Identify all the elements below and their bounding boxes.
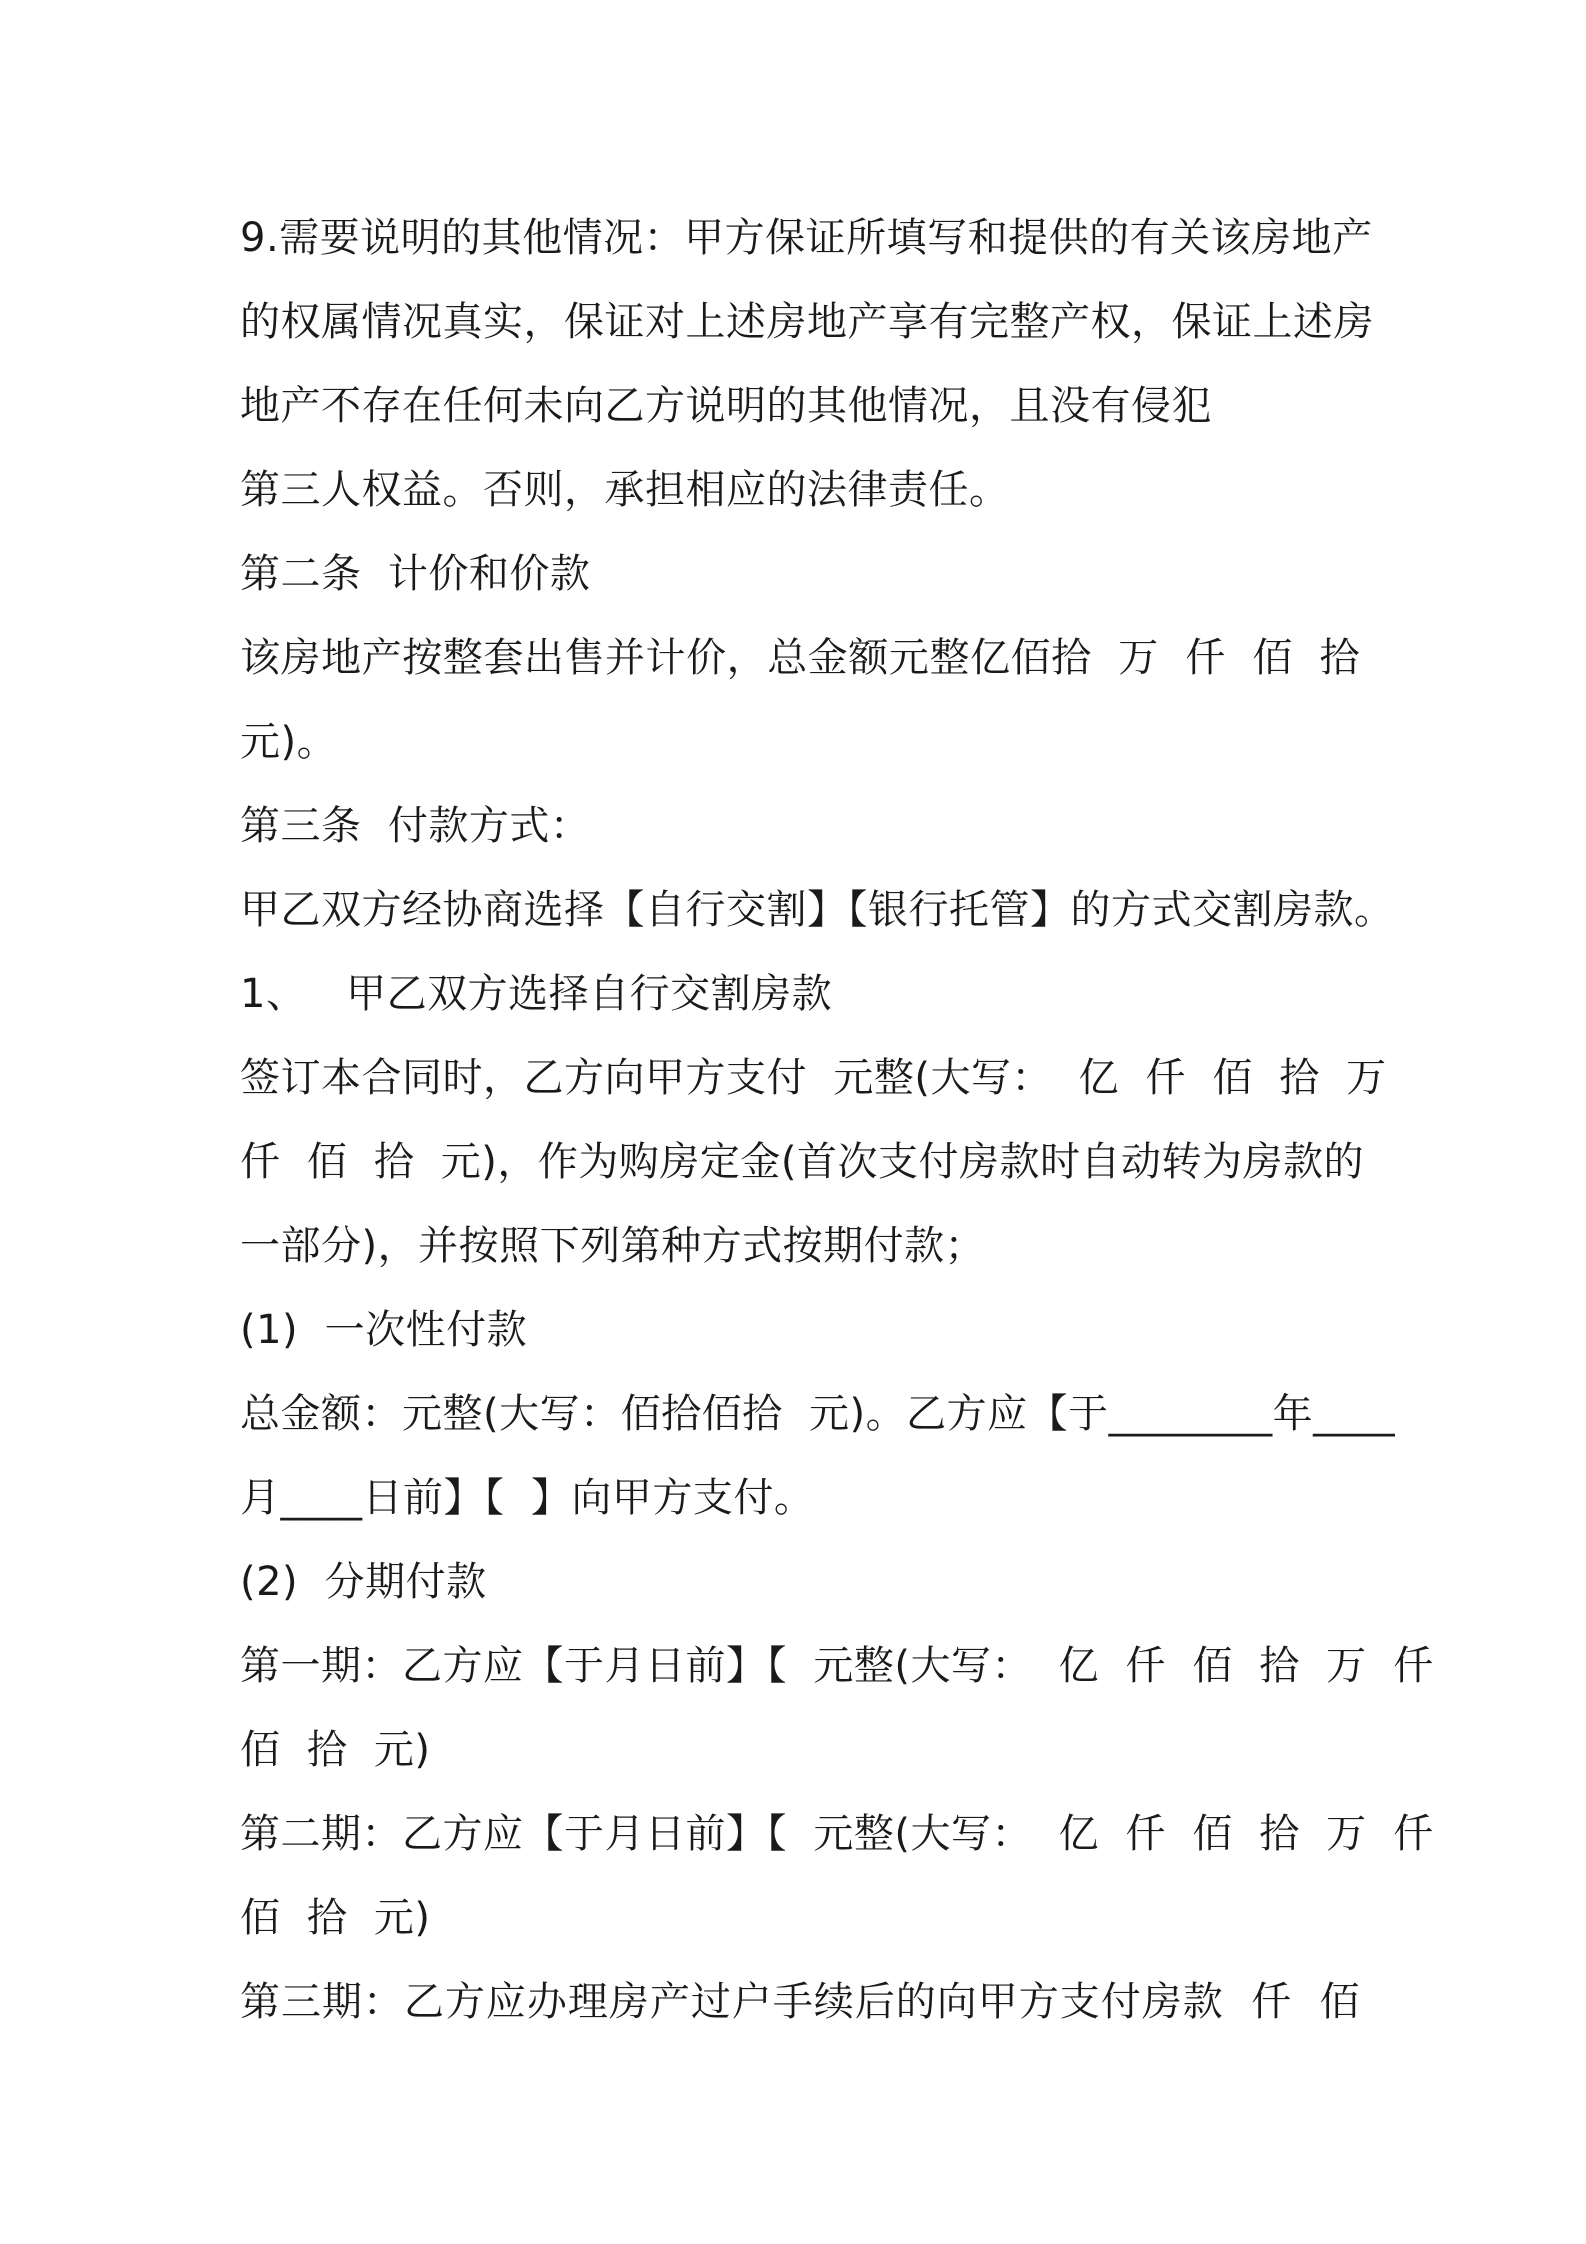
paragraph-line: 元)。: [240, 719, 338, 765]
paragraph-line: 第三期：乙方应办理房产过户手续后的向甲方支付房款 仟 佰: [240, 1979, 1360, 2025]
article-heading: 第二条 计价和价款: [240, 551, 591, 597]
paragraph-line: 仟 佰 拾 元)，作为购房定金(首次支付房款时自动转为房款的: [240, 1139, 1364, 1185]
paragraph-line: 总金额：元整(大写：佰拾佰拾 元)。乙方应【于________年____: [240, 1391, 1396, 1437]
paragraph-line: 该房地产按整套出售并计价，总金额元整亿佰拾 万 仟 佰 拾: [240, 635, 1360, 681]
paragraph-line: 地产不存在任何未向乙方说明的其他情况，且没有侵犯: [240, 383, 1212, 429]
paragraph-line: 佰 拾 元): [240, 1895, 431, 1941]
paragraph-line: 第一期：乙方应【于月日前】【 元整(大写： 亿 仟 佰 拾 万 仟: [240, 1643, 1434, 1689]
paragraph-line: 第二期：乙方应【于月日前】【 元整(大写： 亿 仟 佰 拾 万 仟: [240, 1811, 1434, 1857]
paragraph-line: 甲乙双方经协商选择【自行交割】【银行托管】的方式交割房款。: [240, 887, 1395, 933]
paragraph-line: 的权属情况真实，保证对上述房地产享有完整产权，保证上述房: [240, 299, 1374, 345]
article-heading: 第三条 付款方式：: [240, 803, 591, 849]
paragraph-line: 9.需要说明的其他情况：甲方保证所填写和提供的有关该房地产: [240, 215, 1373, 261]
list-item: 1、 甲乙双方选择自行交割房款: [240, 971, 833, 1017]
contract-text: [240, 196, 1434, 2044]
paragraph-line: 月____日前】【 】向甲方支付。: [240, 1475, 815, 1521]
paragraph-line: 一部分)，并按照下列第种方式按期付款；: [240, 1223, 986, 1269]
list-item: (1) 一次性付款: [240, 1307, 528, 1353]
paragraph-line: 签订本合同时，乙方向甲方支付 元整(大写： 亿 仟 佰 拾 万: [240, 1055, 1387, 1101]
list-item: (2) 分期付款: [240, 1559, 487, 1605]
paragraph-line: 第三人权益。否则，承担相应的法律责任。: [240, 467, 1010, 513]
paragraph-line: 佰 拾 元): [240, 1727, 431, 1773]
